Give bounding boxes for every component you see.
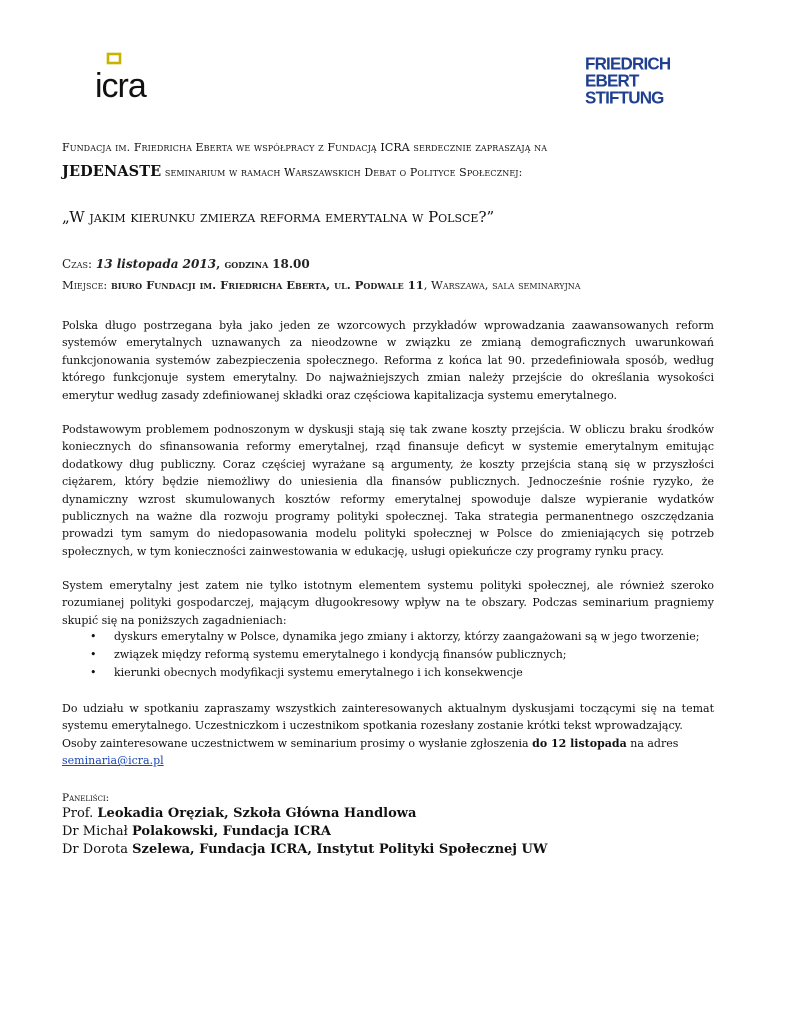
- panelist-title: Prof.: [62, 806, 98, 821]
- paragraph-costs: Podstawowym problemem podnoszonym w dyskusji stają się tak zwane koszty przejścia. W obliczu braku środków koniecznych do sfinansowania reformy emerytalnej, rząd finansuje deficyt w systemie emerytalnym emitując dodatkowy dług publiczny. Coraz częściej wyrażane są argumenty, że koszty przejścia staną się w przyszłości ciężarem, który będzie niemożliwy do uniesienia dla finansów publicznych. Jednocześnie rośnie ryzyko, że dynamiczny wzrost skumulowanych kosztów reformy emerytalnej spowoduje dalsze wypieranie wydatków publicznych na ważne dla rozwoju programy polityki społecznej. Taka strategia permanentnego oszczędzania prowadzi tym samym do niedopasowania modelu polityki społecznej w Polsce do zmieniających się potrzeb społecznych, w tym konieczności zainwestowania w edukację, usługi opiekuńcze czy programy rynku pracy.: [62, 423, 714, 558]
- panelist-name: Polakowski, Fundacja ICRA: [132, 824, 331, 839]
- time-sep: , godzina: [216, 257, 269, 271]
- panelist-title: Dr Dorota: [62, 842, 133, 857]
- panelist-title: Dr Michał: [62, 824, 132, 839]
- time-line: [62, 257, 310, 271]
- place-label: Miejsce:: [62, 278, 108, 292]
- topics-list: [62, 628, 700, 682]
- icra-logo: [95, 52, 175, 102]
- panelist-3: [62, 842, 547, 857]
- time-label: Czas:: [62, 257, 93, 271]
- list-item: • związek między reformą systemu emerytalnego i kondycją finansów publicznych;: [62, 646, 700, 664]
- place-venue: biuro Fundacji im. Friedricha Eberta, ul. Podwale 11: [110, 278, 424, 292]
- place-line: [62, 278, 581, 292]
- registration-text-end: na adres: [626, 736, 679, 750]
- panel-heading: Paneliści:: [62, 792, 110, 804]
- registration-deadline: do 12 listopada: [532, 736, 627, 750]
- time-hour: 18.00: [272, 257, 310, 271]
- invitation-text: Do udziału w spotkaniu zapraszamy wszystkich zainteresowanych aktualnym dyskusjami toczącymi się na temat systemu emerytalnego. Uczestniczkom i uczestnikom spotkania rozesłany zostanie krótki tekst wprowadzający.: [62, 702, 714, 733]
- panelist-1: [62, 806, 416, 821]
- list-item: • dyskurs emerytalny w Polsce, dynamika jego zmiany i aktorzy, którzy zaangażowani są w jego tworzenie;: [62, 628, 700, 646]
- header-line-2: [62, 163, 522, 180]
- panelist-2: [62, 824, 331, 839]
- paragraph-intro: Polska długo postrzegana była jako jeden ze wzorcowych przykładów wprowadzania zaawansowanych reform systemów emerytalnych uznawanych za nieodzowne w związku ze zmianą demograficznych uwarunkowań funkcjonowania systemów zabezpieczenia społecznego. Reforma z końca lat 90. przedefiniowała sposób, według którego funkcjonuje system emerytalny. Do najważniejszych zmian należy przejście do określania wysokości emerytur według zasady zdefiniowanej składki oraz częściowa kapitalizacja systemu emerytalnego.: [62, 319, 714, 402]
- place-city: , Warszawa, sala seminaryjna: [423, 278, 581, 292]
- header-ordinal: JEDENASTE: [62, 163, 162, 180]
- registration-line: [62, 735, 714, 752]
- paragraph-invitation: [62, 700, 714, 770]
- registration-text: Osoby zainteresowane uczestnictwem w seminarium prosimy o wysłanie zgłoszenia: [62, 736, 533, 750]
- email-link[interactable]: seminaria@icra.pl: [62, 754, 164, 768]
- panelist-name: Leokadia Oręziak, Szkoła Główna Handlowa: [97, 806, 417, 821]
- paragraph-topics: System emerytalny jest zatem nie tylko istotnym elementem systemu polityki społecznej, ale również szeroko rozumianej polityki gospodarczej, mającym długookresowy wpływ na te obszary. Podczas seminarium pragniemy skupić się na poniższych zagadnieniach:: [62, 579, 714, 627]
- svg-text:icra: icra: [95, 67, 146, 102]
- panelist-name: Szelewa, Fundacja ICRA, Instytut Polityki Społecznej UW: [132, 842, 548, 857]
- list-item: • kierunki obecnych modyfikacji systemu emerytalnego i ich konsekwencje: [62, 664, 700, 682]
- header-series: seminarium w ramach Warszawskich Debat o Polityce Społecznej:: [164, 166, 523, 179]
- seminar-title: „W jakim kierunku zmierza reforma emerytalna w Polsce?”: [62, 208, 495, 226]
- header-line-1: Fundacja im. Friedricha Eberta we współpracy z Fundacją ICRA serdecznie zapraszają na: [62, 141, 548, 154]
- time-date: 13 listopada 2013: [95, 257, 217, 271]
- fes-logo: FRIEDRICH EBERT STIFTUNG: [585, 53, 671, 108]
